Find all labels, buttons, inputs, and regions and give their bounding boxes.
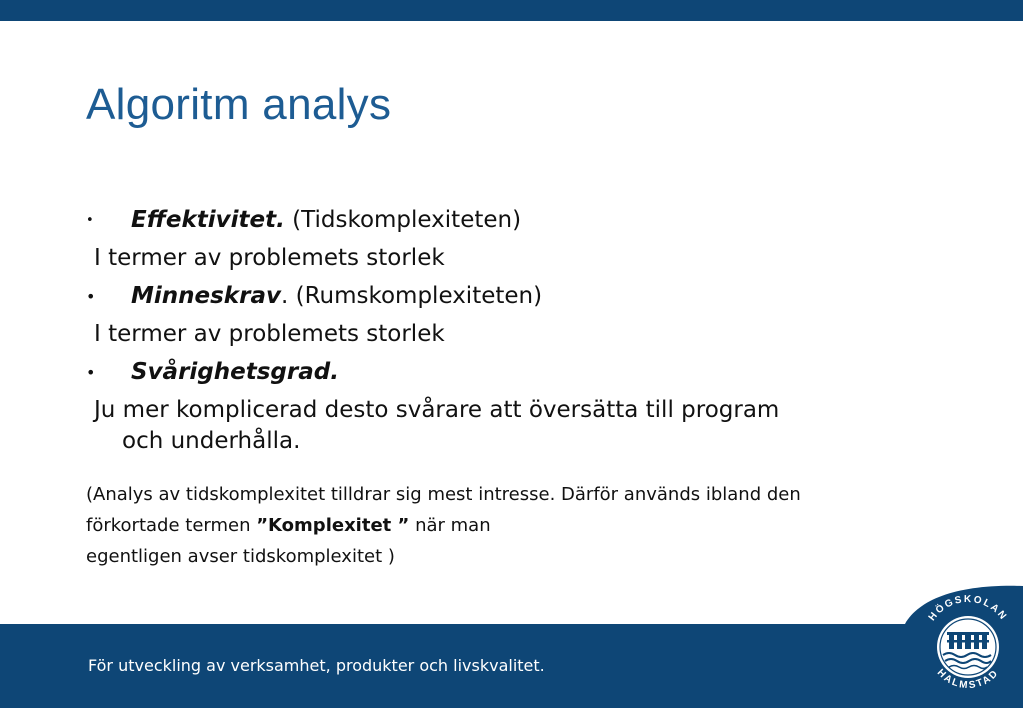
bullet-item-svarighetsgrad	[86, 357, 986, 388]
bullet-rest: (Rumskomplexiteten)	[288, 283, 543, 309]
bullet-term-punct: .	[280, 283, 289, 309]
bullet-item-effektivitet	[86, 205, 986, 236]
bullet-term: Effektivitet	[131, 207, 277, 233]
bullet-text	[131, 205, 521, 236]
bullet-icon: •	[86, 287, 96, 306]
bullet-item-minneskrav	[86, 281, 986, 312]
bullet-icon: •	[86, 213, 94, 228]
footer-tagline: För utveckling av verksamhet, produkter och livskvalitet.	[88, 656, 545, 675]
slide-title: Algoritm analys	[86, 80, 392, 129]
note-line-1: (Analys av tidskomplexitet tilldrar sig mest intresse. Därför används ibland den	[86, 484, 801, 505]
bullet-icon: •	[86, 363, 96, 382]
item-description	[86, 243, 986, 274]
item-description	[86, 395, 914, 457]
logo-top-text: HÖGSKOLAN	[926, 593, 1010, 624]
note-line-2-pre: förkortade termen	[86, 515, 257, 536]
description-line-1: Ju mer komplicerad desto svårare att översätta till program	[94, 397, 780, 423]
description-text: I termer av problemets storlek	[94, 321, 445, 347]
description-text: I termer av problemets storlek	[94, 245, 445, 271]
bullet-term: Svårighetsgrad	[131, 359, 331, 385]
analysis-note	[86, 479, 986, 572]
bullet-text	[131, 281, 542, 312]
top-bar	[0, 0, 1023, 21]
note-line-3: egentligen avser tidskomplexitet )	[86, 546, 395, 567]
footer-band	[0, 580, 1023, 708]
bullet-rest: (Tidskomplexiteten)	[284, 207, 522, 233]
logo-bottom-text: HALMSTAD	[934, 667, 1002, 692]
description-line-2: och underhålla.	[122, 428, 301, 454]
note-line-2	[86, 510, 986, 541]
note-term-bold: ”Komplexitet ”	[256, 515, 410, 536]
bullet-term: Minneskrav	[131, 283, 281, 309]
slide-content	[86, 205, 986, 572]
note-line-2-post: när man	[409, 515, 491, 536]
hogskolan-halmstad-logo	[913, 585, 1023, 708]
bullet-term-punct: .	[276, 207, 285, 233]
bullet-text	[131, 357, 339, 388]
bullet-term-punct: .	[330, 359, 339, 385]
item-description	[86, 319, 986, 350]
